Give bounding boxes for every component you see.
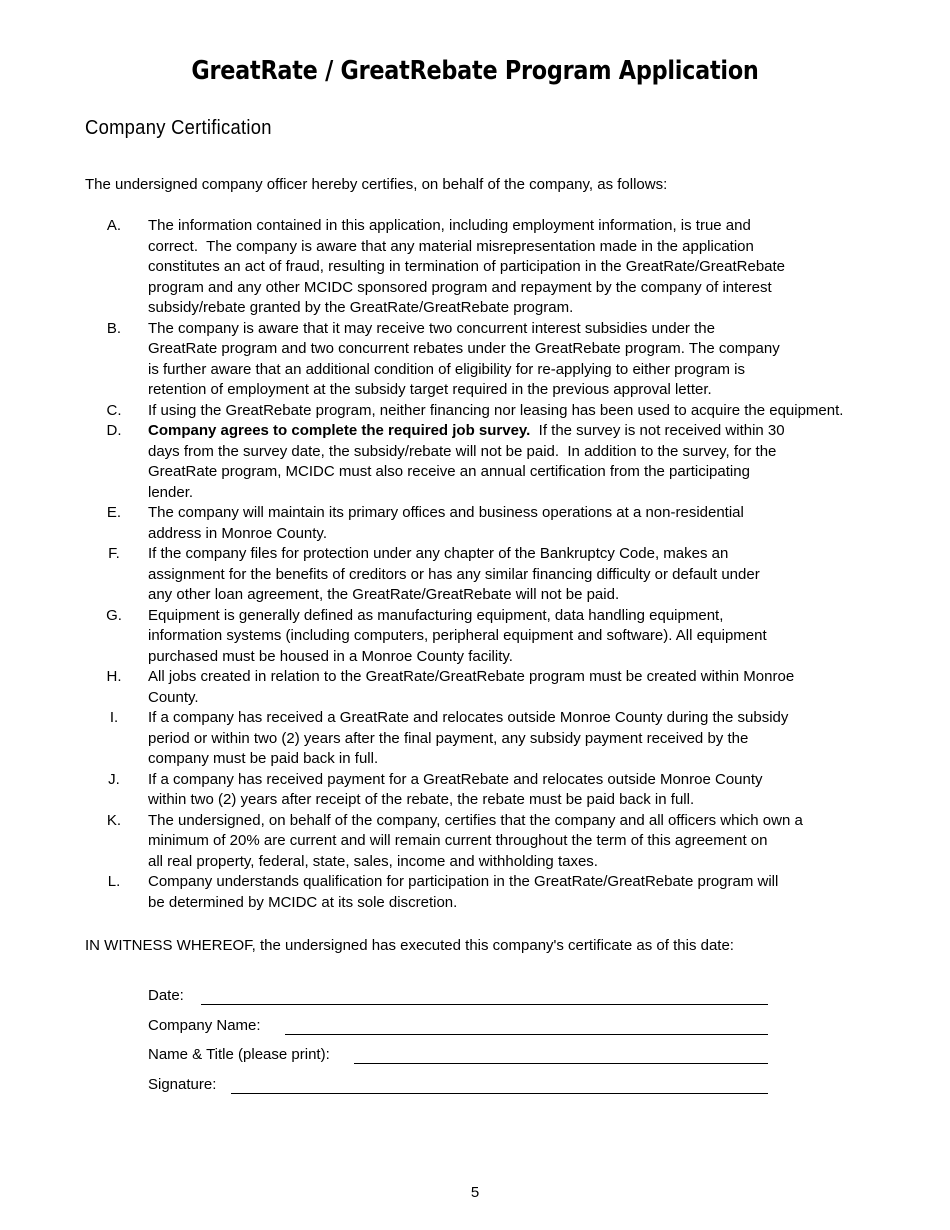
date-field-row: [148, 987, 770, 1009]
section-heading: Company Certification: [85, 117, 272, 139]
witness-statement: IN WITNESS WHEREOF, the undersigned has executed this company's certificate as of this date:: [85, 937, 734, 954]
page-title: GreatRate / GreatRebate Program Application: [191, 56, 759, 86]
item-line: If the company files for protection under any chapter of the Bankruptcy Code, makes an: [148, 545, 729, 562]
date-label: Date:: [148, 987, 184, 1004]
item-line: company must be paid back in full.: [148, 750, 379, 767]
item-line: period or within two (2) years after the final payment, any subsidy payment received by the: [148, 729, 749, 747]
item-line: The undersigned, on behalf of the company, certifies that the company and all officers which own a: [148, 811, 803, 829]
item-letter: K.: [106, 811, 122, 829]
item-line: correct. The company is aware that any material misrepresentation made in the application: [148, 237, 754, 255]
item-line: within two (2) years after receipt of the rebate, the rebate must be paid back in full.: [148, 791, 695, 808]
item-line: constitutes an act of fraud, resulting in termination of participation in the GreatRate/GreatRebate: [148, 258, 786, 275]
item-line: days from the survey date, the subsidy/rebate will not be paid. In addition to the survey, for the: [148, 442, 777, 460]
date-line[interactable]: [201, 1004, 768, 1005]
item-letter: J.: [108, 770, 120, 788]
item-line: GreatRate program and two concurrent rebates under the GreatRebate program. The company: [148, 340, 780, 357]
item-line: GreatRate program, MCIDC must also receive an annual certification from the participating: [148, 463, 750, 480]
item-letter: E.: [106, 504, 122, 521]
item-line: is further aware that an additional condition of eligibility for re-applying to either program is: [148, 360, 745, 378]
item-line: address in Monroe County.: [148, 524, 327, 542]
item-line: information systems (including computers, peripheral equipment and software). All equipment: [148, 627, 767, 644]
certification-item: [85, 606, 885, 668]
page-number: 5: [470, 1184, 480, 1201]
item-line: Company understands qualification for participation in the GreatRate/GreatRebate program will: [148, 873, 779, 890]
certification-item: [85, 216, 885, 319]
item-line: lender.: [148, 483, 194, 501]
name-title-line[interactable]: [354, 1063, 768, 1064]
intro-text: The undersigned company officer hereby certifies, on behalf of the company, as follows:: [85, 176, 668, 193]
item-letter: C.: [106, 401, 122, 419]
item-line: The company is aware that it may receive two concurrent interest subsidies under the: [148, 319, 715, 337]
item-letter: B.: [106, 319, 122, 337]
item-line: program and any other MCIDC sponsored program and repayment by the company of interest: [148, 278, 772, 296]
certification-item: [85, 319, 885, 401]
item-line: All jobs created in relation to the GreatRate/GreatRebate program must be created within Monroe: [148, 668, 795, 685]
item-letter: H.: [106, 668, 122, 685]
certification-item: [85, 770, 885, 811]
certification-item: [85, 872, 885, 913]
item-letter: L.: [107, 873, 121, 890]
item-letter: F.: [108, 545, 120, 562]
item-line: Equipment is generally defined as manufacturing equipment, data handling equipment,: [148, 606, 724, 624]
signature-line[interactable]: [231, 1093, 768, 1094]
certification-item: [85, 421, 885, 503]
certification-item: [85, 811, 885, 873]
item-line: assignment for the benefits of creditors or has any similar financing difficulty or default under: [148, 565, 760, 583]
item-line: be determined by MCIDC at its sole discretion.: [148, 893, 458, 911]
signature-field-row: [148, 1076, 770, 1098]
item-line: minimum of 20% are current and will remain current throughout the term of this agreement on: [148, 832, 768, 849]
item-line: The company will maintain its primary offices and business operations at a non-residential: [148, 504, 744, 521]
item-line: any other loan agreement, the GreatRate/GreatRebate will not be paid.: [148, 586, 620, 603]
item-letter: A.: [106, 217, 122, 234]
certification-item: [85, 667, 885, 708]
item-letter: I.: [109, 709, 119, 726]
item-line: If using the GreatRebate program, neither financing nor leasing has been used to acquire the equipment.: [148, 401, 844, 419]
item-line: County.: [148, 688, 199, 706]
signature-label: Signature:: [148, 1076, 217, 1093]
item-letter: G.: [106, 606, 122, 624]
company-name-label: Company Name:: [148, 1017, 261, 1034]
company-name-line[interactable]: [285, 1034, 768, 1035]
item-letter: D.: [106, 422, 122, 439]
item-line-text: If the survey is not received within 30: [530, 422, 785, 439]
certification-item: [85, 503, 885, 544]
item-line: If a company has received a GreatRate and relocates outside Monroe County during the subsidy: [148, 709, 789, 726]
item-line: If a company has received payment for a GreatRebate and relocates outside Monroe County: [148, 770, 763, 788]
item-bold-text: Company agrees to complete the required job survey.: [148, 422, 531, 439]
item-line: purchased must be housed in a Monroe County facility.: [148, 647, 513, 665]
certification-item: [85, 401, 885, 422]
item-line: subsidy/rebate granted by the GreatRate/GreatRebate program.: [148, 299, 574, 316]
company-name-field-row: [148, 1017, 770, 1039]
name-title-label: Name & Title (please print):: [148, 1046, 330, 1063]
item-line: all real property, federal, state, sales, income and withholding taxes.: [148, 852, 598, 870]
item-line: The information contained in this application, including employment information, is true and: [148, 217, 751, 234]
certification-item: [85, 544, 885, 606]
certification-list: [85, 216, 885, 913]
name-title-field-row: [148, 1046, 770, 1068]
certification-item: [85, 708, 885, 770]
item-line: retention of employment at the subsidy target required in the previous approval letter.: [148, 381, 712, 398]
item-line: [148, 421, 885, 442]
